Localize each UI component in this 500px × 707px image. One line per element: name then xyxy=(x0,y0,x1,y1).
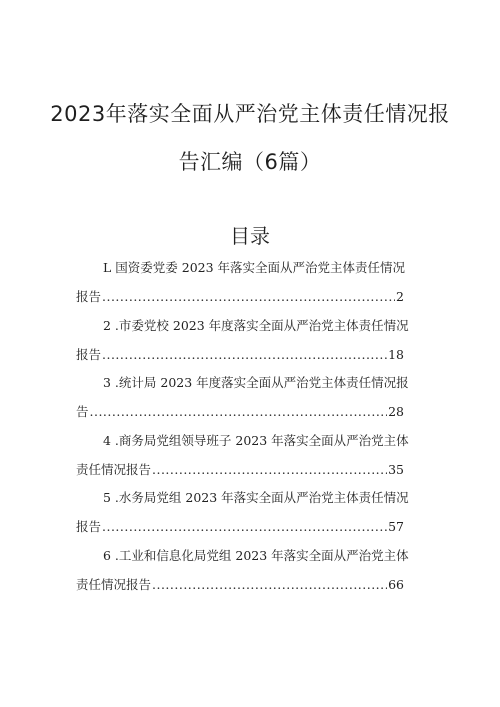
toc-entry-title-continued: 报告 xyxy=(76,346,102,362)
toc-page-number: 2 xyxy=(396,289,404,304)
document-title-line-1: 2023年落实全面从严治党主体责任情况报 xyxy=(50,102,450,126)
toc-page-number: 57 xyxy=(388,519,404,534)
toc-entry-continuation xyxy=(76,287,404,305)
dot-leader xyxy=(152,462,387,477)
toc-entry-title: 4 .商务局党组领导班子 2023 年落实全面从严治党主体 xyxy=(103,432,409,448)
toc-page-number: 28 xyxy=(388,404,404,419)
toc-entry-continuation xyxy=(76,345,404,363)
toc-page-number: 18 xyxy=(388,346,404,362)
toc-entry-title: 5 .水务局党组 2023 年落实全面从严治党主体责任情况 xyxy=(103,490,409,505)
toc-entry-continuation xyxy=(76,460,404,478)
toc-entry[interactable] xyxy=(0,488,500,546)
toc-entry[interactable] xyxy=(0,431,500,489)
toc-entry-title-continued: 责任情况报告 xyxy=(76,576,152,592)
dot-leader xyxy=(102,289,395,304)
toc-heading: 目录 xyxy=(230,224,270,248)
document-title-line-2: 告汇编（6篇） xyxy=(178,150,322,174)
toc-entry-title-continued: 告 xyxy=(76,404,89,419)
toc-entry-title: 3 .统计局 2023 年度落实全面从严治党主体责任情况报 xyxy=(103,375,409,390)
toc-entry-continuation xyxy=(76,517,404,535)
toc-entry-title-continued: 责任情况报告 xyxy=(76,461,152,477)
toc-entry-title: L 国资委党委 2023 年落实全面从严治党主体责任情况 xyxy=(103,260,406,275)
toc-entry-title: 6 .工业和信息化局党组 2023 年落实全面从严治党主体 xyxy=(103,547,409,563)
dot-leader xyxy=(90,404,388,419)
toc-entry[interactable] xyxy=(0,546,500,604)
toc-entry-title-continued: 报告 xyxy=(76,519,102,534)
toc-entry[interactable] xyxy=(0,316,500,374)
toc-entry[interactable] xyxy=(0,258,500,316)
dot-leader xyxy=(102,519,387,534)
toc-page-number: 66 xyxy=(388,576,404,592)
toc-entry-continuation xyxy=(76,402,404,420)
toc-entry-continuation xyxy=(76,575,404,593)
toc-entry-title-continued: 报告 xyxy=(76,289,102,304)
table-of-contents xyxy=(0,258,500,603)
dot-leader xyxy=(102,347,387,362)
toc-entry-title: 2 .市委党校 2023 年度落实全面从严治党主体责任情况 xyxy=(103,317,409,333)
toc-page-number: 35 xyxy=(388,461,404,477)
toc-entry[interactable] xyxy=(0,373,500,431)
dot-leader xyxy=(152,577,387,592)
